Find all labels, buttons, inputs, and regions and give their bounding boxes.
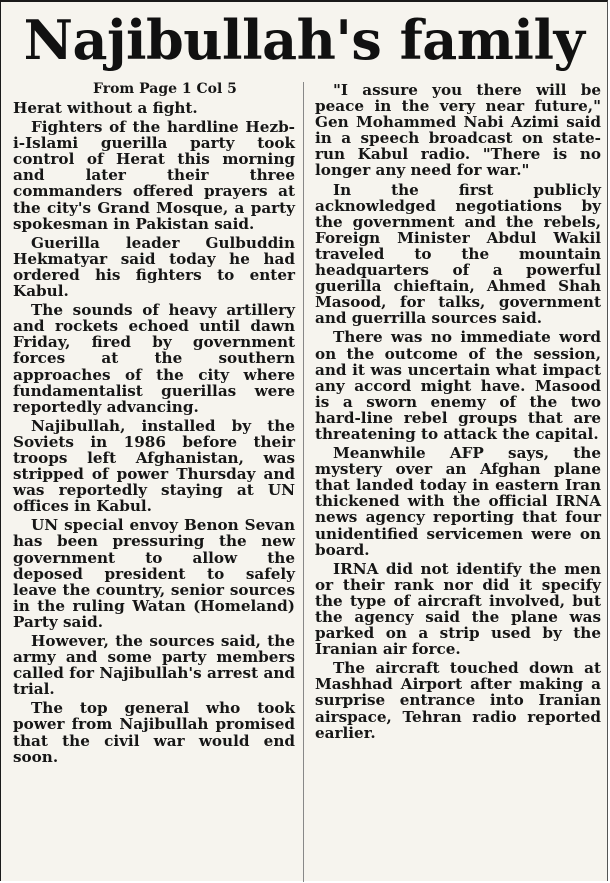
article-paragraph: The sounds of heavy artillery and rockets echoed until dawn Friday, fired by government forces at the southern approaches of the city where fundamentalist guerillas were reportedly advancing.	[13, 301, 295, 416]
article-paragraph: "I assure you there will be peace in the very near future," Gen Mohammed Nabi Azimi said in a speech broadcast on state-run Kabul radio. "There is no longer any need for war."	[315, 81, 601, 180]
article-paragraph: IRNA did not identify the men or their rank nor did it specify the type of aircraft involved, but the agency said the plane was parked on a strip used by the Iranian air force.	[315, 559, 601, 659]
article-paragraph: Guerilla leader Gulbuddin Hekmatyar said today he had ordered his fighters to enter Kabul.	[13, 233, 295, 301]
article-paragraph: In the first publicly acknowledged negotiations by the government and the rebels, Foreign Minister Abdul Wakil traveled to the mountain headquarters of a powerful guerilla chieftain, Ahmed Shah Masood, for talks, government and guerrilla sources said.	[315, 180, 601, 328]
article-paragraph: The aircraft touched down at Mashhad Airport after making a surprise entrance into Iranian airspace, Tehran radio reported earlier.	[315, 659, 601, 742]
article-paragraph: The top general who took power from Najibullah promised that the civil war would end soon.	[13, 699, 295, 766]
column-divider	[303, 82, 304, 882]
article-column-right	[315, 82, 601, 744]
jump-line: From Page 1 Col 5	[93, 81, 237, 97]
article-paragraph: Najibullah, installed by the Soviets in 1986 before their troops left Afghanistan, was stripped of power Thursday and was reportedly staying at UN offices in Kabul.	[13, 416, 295, 516]
article-paragraph: Meanwhile AFP says, the mystery over an Afghan plane that landed today in eastern Iran thickened with the official IRNA news agency reporting that four unidentified servicemen were on board.	[315, 444, 601, 559]
article-paragraph: Fighters of the hardline Hezb-i-Islami guerilla party took control of Herat this morning and later their three commanders offered prayers at the city's Grand Mosque, a party spokesman in Pakistan said.	[13, 118, 295, 233]
article-paragraph: There was no immediate word on the outcome of the session, and it was uncertain what impact any accord might have. Masood is a sworn enemy of the two hard-line rebel groups that are threatening to attack the capital.	[315, 328, 601, 443]
headline: Najibullah's family	[23, 8, 585, 72]
article-column-left	[13, 82, 295, 768]
article-paragraph: UN special envoy Benon Sevan has been pressuring the new government to allow the deposed president to safely leave the country, senior sources in the ruling Watan (Homeland) Party said.	[13, 516, 295, 631]
article-paragraph: However, the sources said, the army and some party members called for Najibullah's arrest and trial.	[13, 632, 295, 699]
article-paragraph: Herat without a fight.	[13, 99, 198, 117]
